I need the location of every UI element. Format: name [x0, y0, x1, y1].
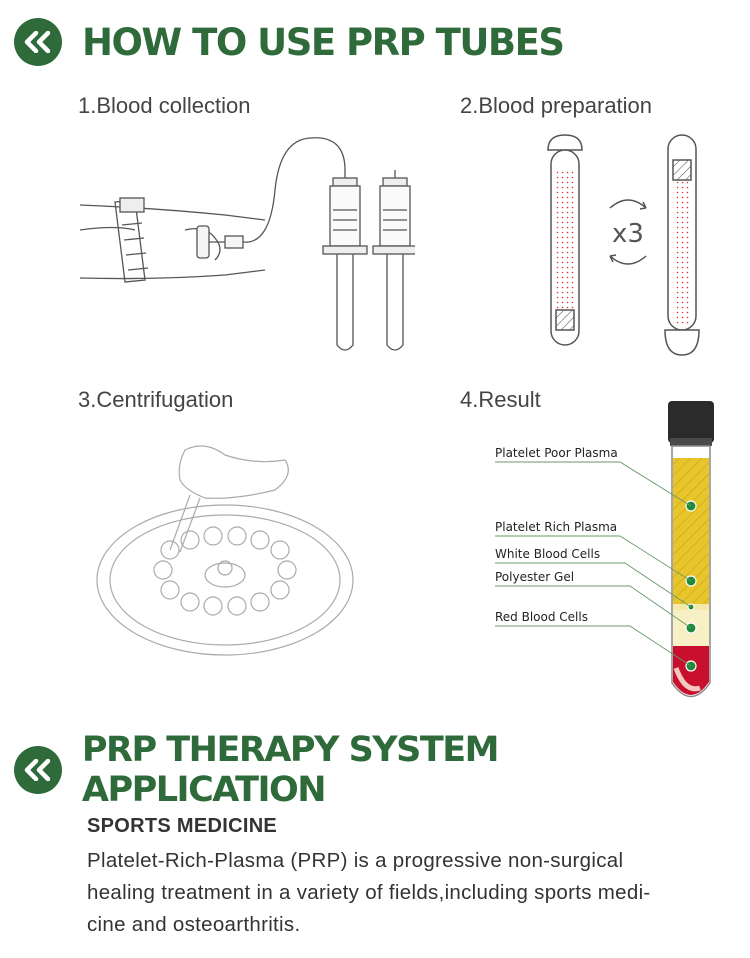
layer-label-platelet-rich-plasma: Platelet Rich Plasma	[495, 520, 618, 534]
result-tube-diagram	[490, 398, 725, 708]
application-subtitle: SPORTS MEDICINE	[87, 815, 278, 837]
centrifugation-illustration	[95, 440, 365, 665]
description-line: healing treatment in a variety of fields,including sports medi-	[87, 881, 651, 904]
step-label-blood-collection: 1.Blood collection	[78, 93, 251, 118]
step-label-centrifugation: 3.Centrifugation	[78, 387, 234, 412]
blood-collection-illustration	[75, 130, 415, 360]
section-header-prp-tubes	[14, 18, 564, 66]
section-title: HOW TO USE PRP TUBES	[82, 20, 564, 64]
layer-label-red-blood-cells: Red Blood Cells	[495, 610, 588, 624]
application-description	[87, 845, 727, 941]
layer-label-platelet-poor-plasma: Platelet Poor Plasma	[495, 446, 618, 460]
blood-preparation-illustration	[540, 130, 710, 365]
multiplier-label: x3	[612, 219, 644, 249]
description-line: Platelet-Rich-Plasma (PRP) is a progressive non-surgical	[87, 849, 624, 872]
step-label-result: 4.Result	[460, 387, 541, 412]
step-label-blood-preparation: 2.Blood preparation	[460, 93, 653, 118]
description-line: cine and osteoarthritis.	[87, 913, 301, 936]
layer-label-polyester-gel: Polyester Gel	[495, 570, 575, 584]
double-chevron-left-icon	[14, 18, 62, 66]
layer-label-white-blood-cells: White Blood Cells	[495, 547, 601, 561]
section-title: PRP THERAPY SYSTEM APPLICATION	[81, 730, 498, 810]
double-chevron-left-icon	[14, 746, 62, 794]
section-header-therapy-application	[14, 730, 750, 810]
